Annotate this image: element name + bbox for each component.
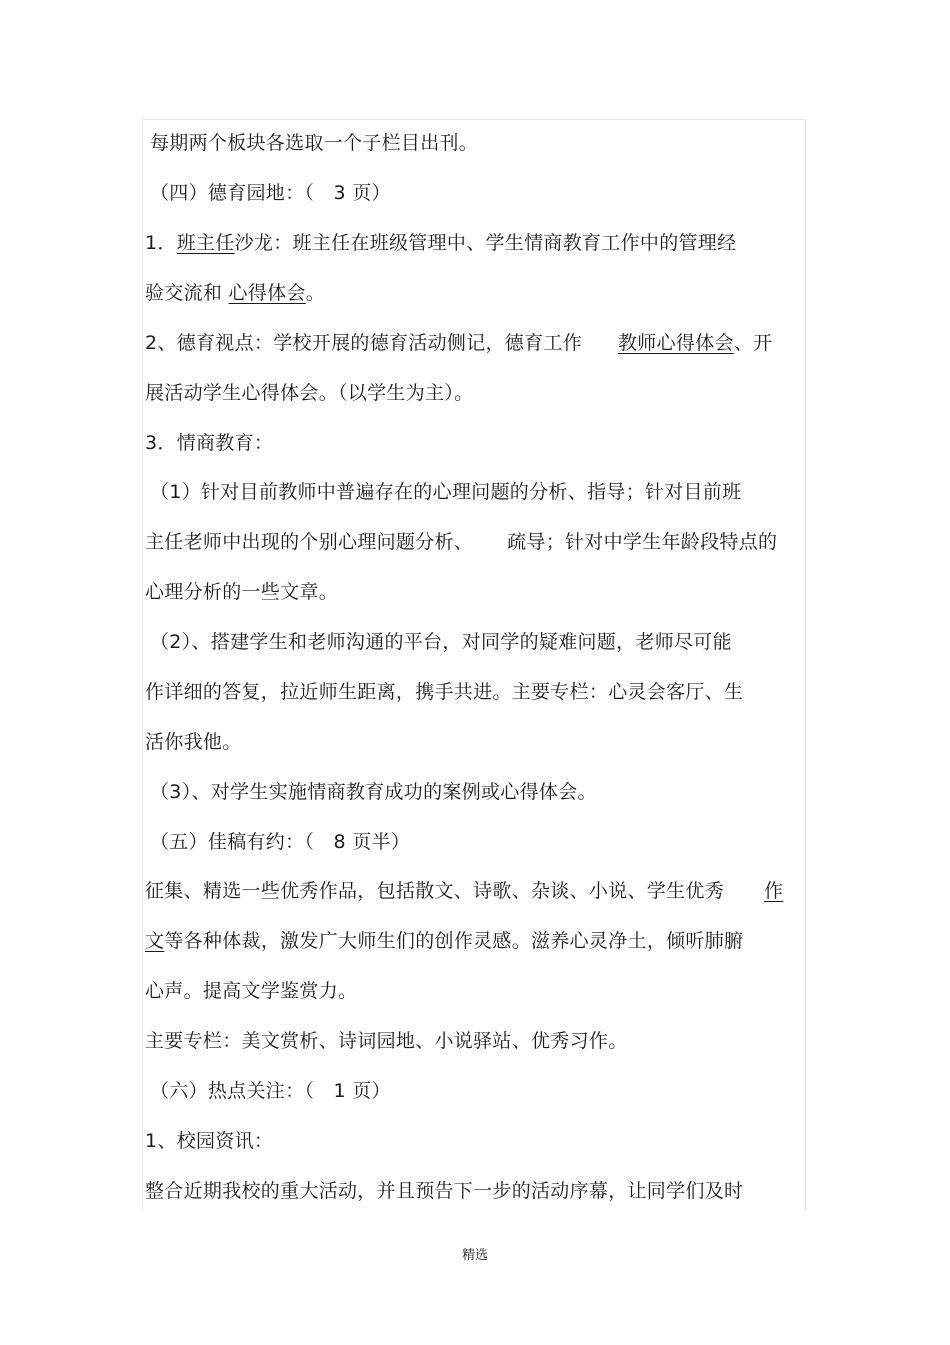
section-heading-eq-education: 3．情商教育： bbox=[145, 432, 274, 454]
text-line-14: （3）、对学生实施情商教育成功的案例或心得体会。 bbox=[150, 781, 597, 803]
text-line-16: 征集、精选一些优秀作品，包括散文、诗歌、杂谈、小说、学生优秀 作 bbox=[145, 880, 784, 902]
text-line-22: 整合近期我校的重大活动，并且预告下一步的活动序幕，让同学们及时 bbox=[145, 1180, 744, 1202]
underlined-term-experience: 心得体会 bbox=[228, 282, 306, 304]
text-line-8: （1）针对目前教师中普遍存在的心理问题的分析、指导；针对目前班 bbox=[150, 481, 742, 503]
underlined-term-head-teacher: 班主任 bbox=[176, 232, 235, 254]
text-line-12: 作详细的答复，拉近师生距离，携手共进。主要专栏：心灵会客厅、生 bbox=[145, 681, 744, 703]
section-heading-hot-topics: （六）热点关注：（ 1 页） bbox=[150, 1080, 391, 1102]
text-line-19: 主要专栏：美文赏析、诗词园地、小说驿站、优秀习作。 bbox=[145, 1030, 628, 1052]
text-line-21: 1、校园资讯： bbox=[145, 1130, 274, 1152]
text-line-1: 每期两个板块各选取一个子栏目出刊。 bbox=[150, 132, 479, 154]
section-heading-good-works: （五）佳稿有约：（ 8 页半） bbox=[150, 831, 411, 853]
page-footer: 精选 bbox=[461, 1248, 488, 1263]
underlined-term-zuo: 作 bbox=[764, 880, 784, 902]
text-line-4: 验交流和 心得体会。 bbox=[145, 282, 326, 304]
text-line-18: 心声。提高文学鉴赏力。 bbox=[145, 980, 358, 1002]
text-line-6: 展活动学生心得体会。（以学生为主）。 bbox=[145, 382, 474, 404]
underlined-term-wen: 文 bbox=[145, 930, 165, 952]
text-line-17: 文等各种体裁，激发广大师生们的创作灵感。滋养心灵净土，倾听肺腑 bbox=[145, 930, 744, 952]
text-line-11: （2）、搭建学生和老师沟通的平台，对同学的疑难问题，老师尽可能 bbox=[150, 631, 732, 653]
section-heading-moral-garden: （四）德育园地：（ 3 页） bbox=[150, 182, 391, 204]
text-line-13: 活你我他。 bbox=[145, 731, 242, 753]
text-line-5: 2、德育视点：学校开展的德育活动侧记，德育工作 教师心得体会、开 bbox=[145, 332, 773, 354]
underlined-term-teacher-experience: 教师心得体会 bbox=[618, 332, 734, 354]
text-line-10: 心理分析的一些文章。 bbox=[145, 581, 339, 603]
text-line-9: 主任老师中出现的个别心理问题分析、 疏导；针对中学生年龄段特点的 bbox=[145, 531, 778, 553]
text-line-3: 1．班主任沙龙：班主任在班级管理中、学生情商教育工作中的管理经 bbox=[145, 232, 737, 254]
